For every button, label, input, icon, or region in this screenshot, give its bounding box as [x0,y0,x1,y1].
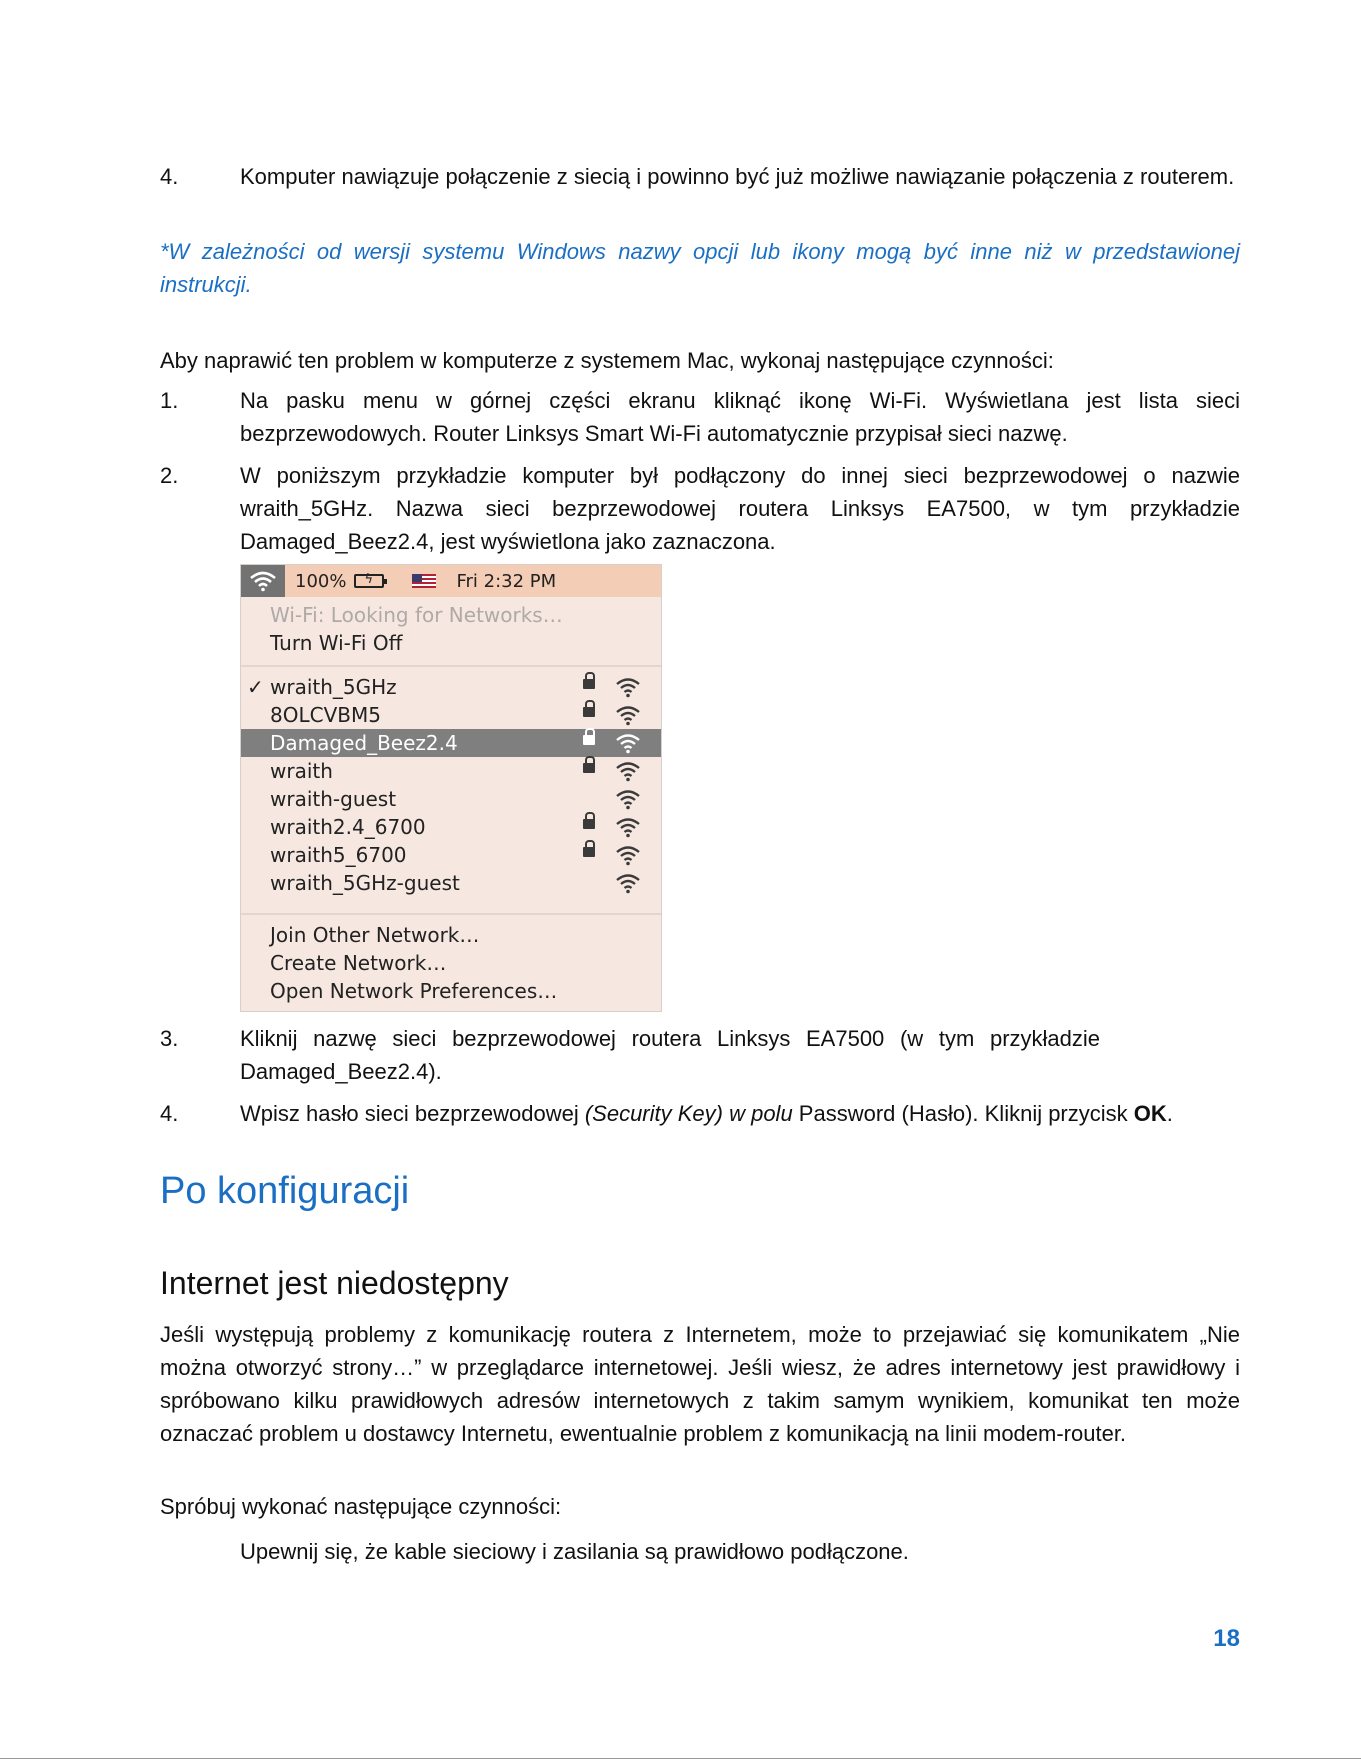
list-number: 3. [160,1026,179,1051]
turn-wifi-off-item[interactable] [241,629,661,657]
menu-separator [241,665,661,667]
create-network-item[interactable] [241,949,661,977]
network-name: wraith5_6700 [270,843,407,867]
network-item[interactable] [241,813,661,841]
create-network-label: Create Network… [270,951,447,975]
network-item[interactable] [241,869,661,897]
network-item[interactable] [241,701,661,729]
network-name: wraith [270,759,333,783]
subsection-title: Internet jest niedostępny [160,1265,509,1301]
flag-icon[interactable] [412,574,436,588]
lock-icon [583,763,595,773]
battery-percent: 100% [295,570,347,592]
wifi-menu-screenshot [240,564,662,1012]
page-number: 18 [1213,1625,1240,1652]
menu-separator [241,913,661,915]
try-item: Upewnij się, że kable sieciowy i zasilania są prawidłowo podłączone. [240,1539,909,1564]
wifi-signal-icon [615,872,641,901]
mac-step-2 [160,459,1240,558]
lock-icon [583,847,595,857]
lock-icon [583,707,595,717]
turn-wifi-off-label: Turn Wi-Fi Off [270,631,403,655]
list-text: Kliknij nazwę sieci bezprzewodowej routera Linksys EA7500 (w tym przykładzie Damaged_Beez2.4). [240,1026,1100,1084]
open-network-preferences-item[interactable] [241,977,661,1005]
battery-icon: ϟ [354,574,384,588]
list-number: 4. [160,1101,179,1126]
network-item[interactable] [241,673,661,701]
lock-icon [583,819,595,829]
network-name: wraith_5GHz [270,675,397,699]
network-name: wraith-guest [270,787,397,811]
join-other-network-item[interactable] [241,921,661,949]
lock-icon [583,735,595,745]
list-text: W poniższym przykładzie komputer był podłączony do innej sieci bezprzewodowej o nazwie wraith_5GHz. Nazwa sieci bezprzewodowej routera Linksys EA7500, w tym przykładzie Damaged_Beez2.4, jest wyświetlona jako zaznaczona. [240,463,1240,554]
page-bottom-rule [0,1758,1361,1759]
mac-step-3 [160,1022,1240,1088]
lock-icon [583,679,595,689]
network-item[interactable] [241,757,661,785]
windows-note: *W zależności od wersji systemu Windows nazwy opcji lub ikony mogą być inne niż w przedstawionej instrukcji. [160,239,1240,297]
list-number: 2. [160,463,179,488]
network-name: wraith_5GHz-guest [270,871,460,895]
list-item-4-top [160,160,1240,193]
wifi-status-label: Wi-Fi: Looking for Networks… [270,603,563,627]
menu-clock[interactable]: Fri 2:32 PM [456,570,557,592]
network-item[interactable] [241,729,661,757]
list-text [240,1097,1240,1130]
try-intro: Spróbuj wykonać następujące czynności: [160,1494,562,1519]
join-other-network-label: Join Other Network… [270,923,480,947]
step4-text-e: . [1166,1101,1173,1126]
network-name: wraith2.4_6700 [270,815,426,839]
wifi-icon[interactable] [241,565,285,597]
step4-text-c: Password (Hasło). Kliknij przycisk [792,1101,1134,1126]
list-text: Na pasku menu w górnej części ekranu kliknąć ikonę Wi-Fi. Wyświetlana jest lista sieci bezprzewodowych. Router Linksys Smart Wi-Fi automatycznie przypisał sieci nazwę. [240,388,1240,446]
step4-text-a: Wpisz hasło sieci bezprzewodowej [240,1101,585,1126]
list-number: 4. [160,164,179,189]
mac-intro: Aby naprawić ten problem w komputerze z systemem Mac, wykonaj następujące czynności: [160,348,1054,373]
mac-step-1 [160,384,1240,450]
section-title: Po konfiguracji [160,1170,410,1212]
network-item[interactable] [241,785,661,813]
step4-text-italic: (Security Key) w polu [584,1101,793,1126]
checkmark-icon: ✓ [247,675,264,699]
open-network-preferences-label: Open Network Preferences… [270,979,558,1003]
network-name: Damaged_Beez2.4 [270,731,458,755]
wifi-status [241,601,661,629]
list-number: 1. [160,388,179,413]
mac-step-4 [160,1097,1240,1130]
network-item[interactable] [241,841,661,869]
list-text: Komputer nawiązuje połączenie z siecią i powinno być już możliwe nawiązanie połączenia z routerem. [240,164,1235,189]
network-name: 8OLCVBM5 [270,703,381,727]
body-paragraph: Jeśli występują problemy z komunikację routera z Internetem, może to przejawiać się komunikatem „Nie można otworzyć strony…” w przeglądarce internetowej. Jeśli wiesz, że adres internetowy jest prawidłowy i spróbowano kilku prawidłowych adresów internetowych z takim samym wynikiem, komunikat ten może oznaczać problem u dostawcy Internetu, ewentualnie problem z komunikacją na linii modem-router. [160,1322,1240,1446]
step4-ok-bold: OK [1133,1101,1167,1126]
mac-menu-bar [241,565,661,597]
